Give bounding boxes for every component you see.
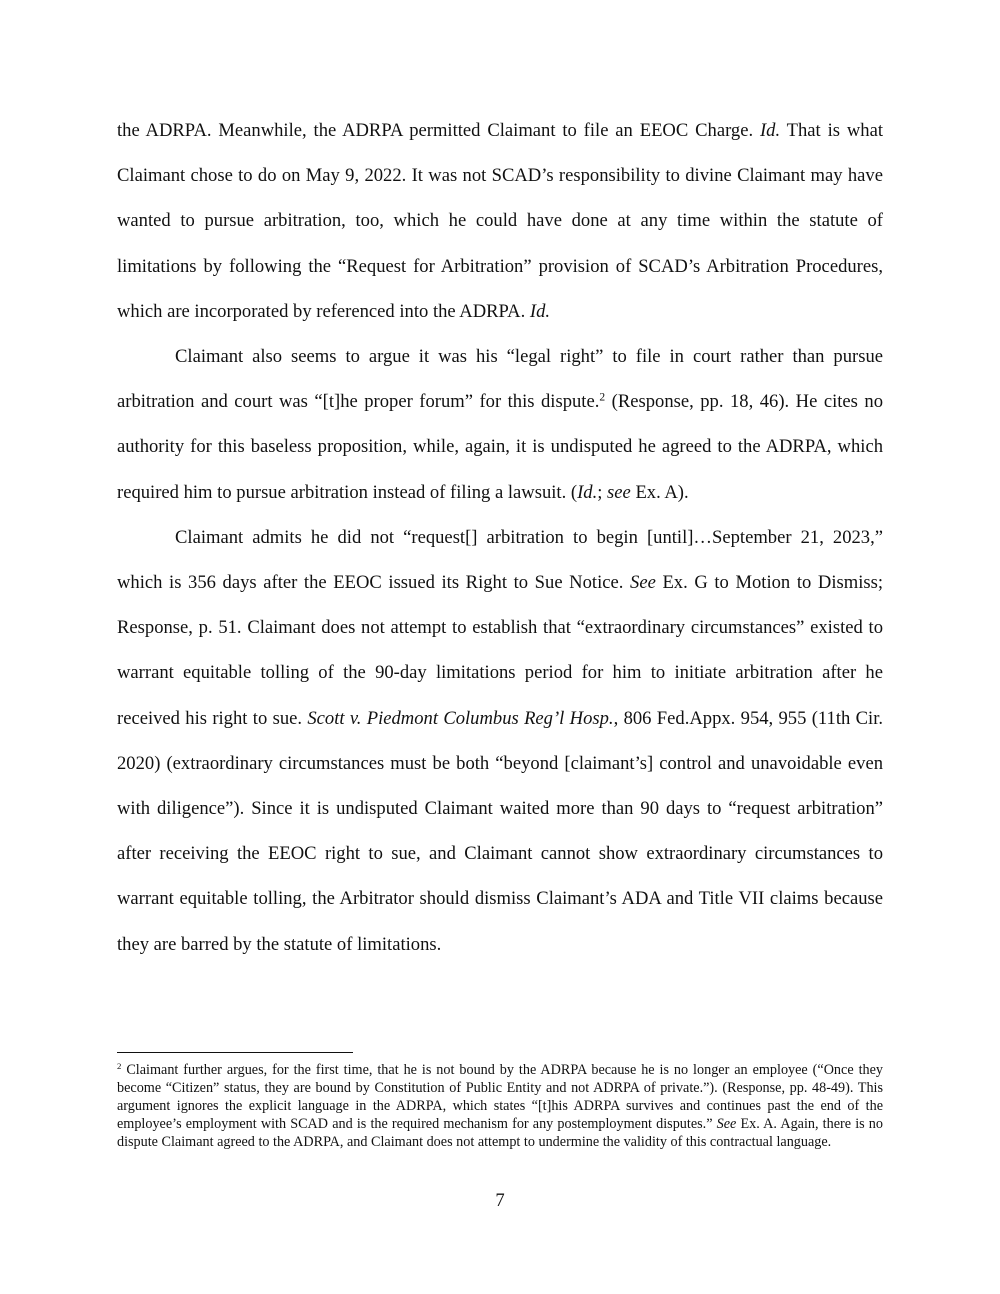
- case-citation: Scott v. Piedmont Columbus Reg’l Hosp.: [307, 707, 614, 729]
- text-run: ;: [597, 481, 608, 503]
- text-run: Claimant admits he did not “request[] arbitration to begin [until]…September 21, 2023,” which is 356 days after the EEOC issued its Right to Sue Notice.: [117, 526, 883, 594]
- footnote-number: 2: [117, 1061, 122, 1072]
- text-run: Claimant also seems to argue it was his “legal right” to file in court rather than pursue arbitration and court was “[t]he proper forum” for this dispute.: [117, 346, 883, 413]
- footnote-separator: [117, 1052, 353, 1053]
- text-run: Claimant further argues, for the first time, that he is not bound by the ADRPA because he is no longer an employee (“Once they become “Citizen” status, they are bound by Constitution of Public Entity and not ADRPA of private.”). (Response, pp. 48-49). This argument ignores the explicit language in the ADRPA, which states “[t]his ADRPA survives and continues past the end of the employee’s employment with SCAD and is the required mechanism for any postemployment disputes.”: [117, 1062, 883, 1132]
- citation-id: Id.: [529, 300, 551, 322]
- footnote-2: [117, 1061, 883, 1151]
- text-run: , 806 Fed.Appx. 954, 955 (11th Cir. 2020) (extraordinary circumstances must be both “beyond [claimant’s] control and unavoidable even with diligence”). Since it is undisputed Claimant waited more than 90 days to “request arbitration” after receiving the EEOC right to sue, and Claimant cannot show extraordinary circumstances to warrant equitable tolling, the Arbitrator should dismiss Claimant’s ADA and Title VII claims because they are barred by the statute of limitations.: [117, 707, 884, 955]
- text-run: Ex. G to Motion to Dismiss; Response, p. 51. Claimant does not attempt to establish that “extraordinary circumstances” existed to warrant equitable tolling of the 90-day limitations period for him to initiate arbitration after he received his right to sue.: [117, 572, 883, 729]
- paragraph-1: [117, 108, 883, 334]
- citation-signal: See: [630, 572, 656, 594]
- text-run: (Response, pp. 18, 46). He cites no authority for this baseless proposition, while, again, it is undisputed he agreed to the ADRPA, which required him to pursue arbitration instead of filing a lawsuit. (: [117, 391, 883, 503]
- citation-signal: see: [607, 481, 631, 503]
- paragraph-2: [117, 334, 883, 515]
- paragraph-3: [117, 515, 883, 967]
- footnote-reference: 2: [599, 391, 606, 404]
- citation-id: Id.: [759, 120, 781, 141]
- text-run: Ex. A. Again, there is no dispute Claimant agreed to the ADRPA, and Claimant does not attempt to undermine the validity of this contractual language.: [117, 1116, 883, 1150]
- text-run: Ex. A).: [630, 481, 689, 503]
- body-text: [117, 108, 883, 967]
- citation-signal: See: [716, 1116, 737, 1132]
- citation-id: Id.: [577, 481, 598, 503]
- text-run: That is what Claimant chose to do on May 9, 2022. It was not SCAD’s responsibility to divine Claimant may have wanted to pursue arbitration, too, which he could have done at any time within the statute of limitations by following the “Request for Arbitration” provision of SCAD’s Arbitration Procedures, which are incorporated by referenced into the ADRPA.: [117, 120, 883, 322]
- page-number: 7: [495, 1190, 505, 1211]
- text-run: the ADRPA. Meanwhile, the ADRPA permitted Claimant to file an EEOC Charge.: [117, 120, 760, 141]
